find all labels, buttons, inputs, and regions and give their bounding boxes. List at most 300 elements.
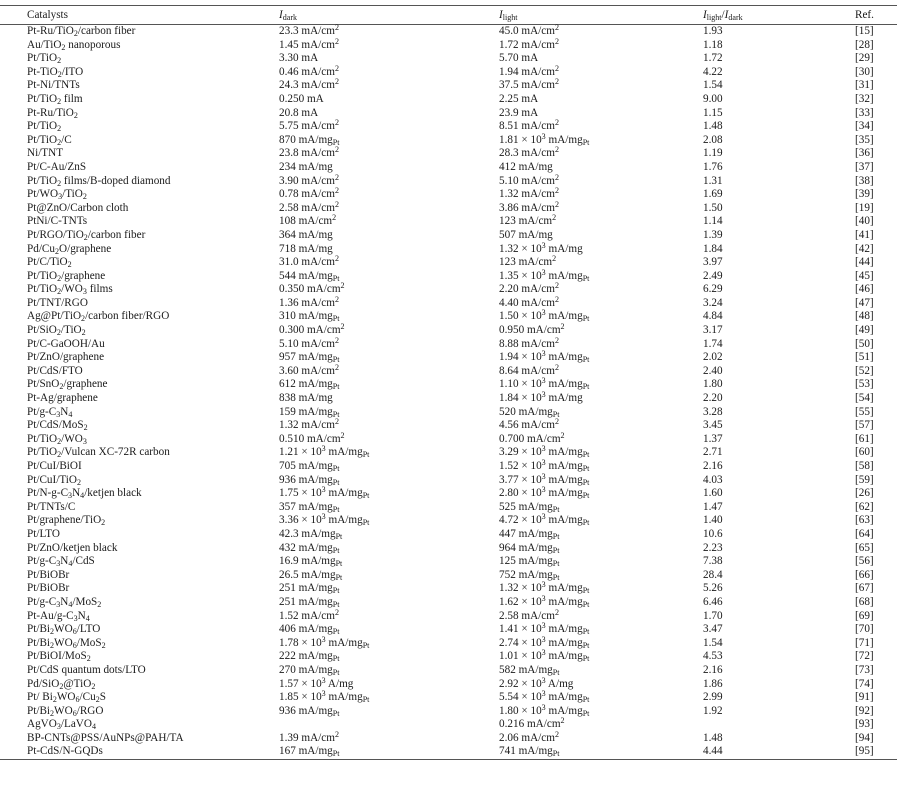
table-row bbox=[0, 120, 897, 134]
cell-ilight: $1.35 \times 10^3$ $mA/mg_{Pt}$ bbox=[499, 267, 590, 283]
cell-idark: 406 $mA/mg_{Pt}$ bbox=[279, 623, 340, 637]
cell-idark: 432 $mA/mg_{Pt}$ bbox=[279, 541, 340, 555]
cell-catalyst: Ni/TNT bbox=[27, 147, 64, 160]
cell-idark: 159 $mA/mg_{Pt}$ bbox=[279, 405, 340, 419]
cell-catalyst: $Pt/N-g-C_3N_4$/ketjen black bbox=[27, 487, 142, 501]
cell-ilight: $2.74 \times 10^3$ $mA/mg_{Pt}$ bbox=[499, 634, 590, 650]
cell-idark: 0.78 $mA/cm^2$ bbox=[279, 186, 339, 201]
cell-ilight: $5.54 \times 10^3$ $mA/mg_{Pt}$ bbox=[499, 689, 590, 705]
cell-ratio: 1.74 bbox=[703, 337, 723, 350]
cell-ratio: 1.84 bbox=[703, 242, 723, 255]
table-row bbox=[0, 147, 897, 161]
cell-idark: 936 $mA/mg_{Pt}$ bbox=[279, 704, 340, 718]
cell-catalyst: Pt/CuI/TiO$_2$ bbox=[27, 473, 81, 487]
cell-ilight: 4.40 $mA/cm^2$ bbox=[499, 294, 559, 309]
table-row bbox=[0, 243, 897, 257]
cell-ratio: 5.26 bbox=[703, 582, 723, 595]
cell-ref: [26] bbox=[855, 487, 874, 500]
cell-catalyst: Pt-CdS/N-GQDs bbox=[0, 745, 279, 759]
cell-catalyst: Pt/ZnO/ketjen black bbox=[27, 541, 118, 554]
cell-ratio: 3.17 bbox=[703, 324, 723, 337]
table-row bbox=[0, 229, 897, 243]
table-row bbox=[0, 610, 897, 624]
cell-ref: [67] bbox=[855, 582, 874, 595]
cell-idark: 870 $mA/mg_{Pt}$ bbox=[279, 133, 340, 147]
cell-idark: 1.32 $mA/cm^2$ bbox=[279, 417, 339, 432]
table-row bbox=[0, 678, 897, 692]
cell-ratio: 1.54 bbox=[703, 79, 723, 92]
cell-ilight: $1.32 \times 10^3$ mA/mg bbox=[499, 240, 583, 255]
cell-ref: [49] bbox=[855, 324, 874, 337]
cell-catalyst: Pt/C/TiO$_2$ bbox=[27, 256, 72, 270]
table-row bbox=[0, 270, 897, 284]
cell-idark: 26.5 $mA/mg_{Pt}$ bbox=[279, 568, 343, 582]
cell-idark: 251 $mA/mg_{Pt}$ bbox=[279, 582, 340, 596]
cell-catalyst: Pt/TiO$_2$ film bbox=[27, 92, 83, 106]
table-row bbox=[0, 283, 897, 297]
table-row bbox=[0, 637, 897, 651]
cell-ilight: 8.88 $mA/cm^2$ bbox=[499, 335, 559, 350]
cell-catalyst: $Pt/Bi_2WO_6/MoS_2$ bbox=[27, 636, 106, 650]
cell-ilight: 37.5 $mA/cm^2$ bbox=[499, 77, 559, 92]
cell-idark: 0.350 $mA/cm^2$ bbox=[279, 281, 345, 296]
table-row bbox=[0, 718, 897, 732]
table-row bbox=[0, 392, 897, 406]
cell-catalyst: $Pt/TiO_2/WO_3$ bbox=[27, 432, 87, 446]
table-row bbox=[0, 310, 897, 324]
cell-idark: $1.78 \times 10^3$ $mA/mg_{Pt}$ bbox=[279, 634, 370, 650]
cell-ilight: $1.80 \times 10^3$ $mA/mg_{Pt}$ bbox=[499, 702, 590, 718]
cell-ref: [19] bbox=[855, 201, 874, 214]
cell-ilight: $1.52 \times 10^3$ $mA/mg_{Pt}$ bbox=[499, 458, 590, 473]
cell-ref: [36] bbox=[855, 147, 874, 160]
cell-ref: [74] bbox=[855, 677, 874, 690]
cell-idark: 364 mA/mg bbox=[279, 228, 333, 241]
table-row bbox=[0, 650, 897, 664]
cell-idark: 16.9 $mA/mg_{Pt}$ bbox=[279, 555, 343, 569]
cell-catalyst: $Pt-Au/g-C_3N_4$ bbox=[27, 609, 90, 623]
cell-idark: 1.45 $mA/cm^2$ bbox=[279, 36, 339, 51]
cell-ref: [73] bbox=[855, 663, 874, 676]
cell-ref: [65] bbox=[855, 541, 874, 554]
cell-ilight: 3.86 $mA/cm^2$ bbox=[499, 199, 559, 214]
cell-catalyst: $Pt/g-C_3N_4$ bbox=[27, 405, 73, 419]
cell-ilight: 741 $mA/mg_{Pt}$ bbox=[499, 745, 703, 759]
cell-ilight: $3.77 \times 10^3$ $mA/mg_{Pt}$ bbox=[499, 471, 590, 487]
header-row bbox=[0, 6, 897, 25]
cell-ref: [50] bbox=[855, 337, 874, 350]
cell-ref: [62] bbox=[855, 500, 874, 513]
cell-ratio: 2.49 bbox=[703, 269, 723, 282]
cell-catalyst: Pt-Ru/TiO$_2$ bbox=[27, 106, 78, 120]
cell-ref: [44] bbox=[855, 256, 874, 269]
cell-ilight: 8.51 $mA/cm^2$ bbox=[499, 118, 559, 133]
cell-catalyst: Pt/TiO$_2$ films/B-doped diamond bbox=[27, 174, 171, 188]
cell-ilight: $1.62 \times 10^3$ $mA/mg_{Pt}$ bbox=[499, 593, 590, 609]
cell-ratio: 3.47 bbox=[703, 623, 723, 636]
cell-catalyst: Pt/CuI/BiOI bbox=[27, 460, 82, 472]
cell-ilight: $1.41 \times 10^3$ $mA/mg_{Pt}$ bbox=[499, 621, 590, 637]
cell-ilight: 752 $mA/mg_{Pt}$ bbox=[499, 568, 560, 582]
cell-ref: [63] bbox=[855, 514, 874, 527]
cell-catalyst: Pt-Ag/graphene bbox=[27, 392, 98, 405]
table-row bbox=[0, 446, 897, 460]
cell-catalyst: $Pt/Bi_2WO_6$/RGO bbox=[27, 704, 104, 718]
cell-idark: 24.3 $mA/cm^2$ bbox=[279, 77, 339, 92]
cell-idark: $1.85 \times 10^3$ $mA/mg_{Pt}$ bbox=[279, 689, 370, 705]
cell-catalyst: Pt/ZnO/graphene bbox=[27, 351, 105, 364]
cell-ilight: $4.72 \times 10^3$ $mA/mg_{Pt}$ bbox=[499, 512, 590, 528]
table-row bbox=[0, 460, 897, 474]
cell-ilight: $1.10 \times 10^3$ $mA/mg_{Pt}$ bbox=[499, 376, 590, 392]
cell-idark: 612 $mA/mg_{Pt}$ bbox=[279, 378, 340, 392]
cell-idark: 957 $mA/mg_{Pt}$ bbox=[279, 351, 340, 365]
table-row bbox=[0, 691, 897, 705]
table-row bbox=[0, 596, 897, 610]
cell-ilight: 2.25 mA bbox=[499, 92, 539, 105]
cell-ref: [51] bbox=[855, 351, 874, 364]
cell-catalyst: Pt/C-GaOOH/Au bbox=[27, 337, 105, 350]
cell-ratio: 1.19 bbox=[703, 147, 723, 160]
table-row bbox=[0, 215, 897, 229]
table-row bbox=[0, 555, 897, 569]
cell-ref: [42] bbox=[855, 242, 874, 255]
cell-ilight: 520 $mA/mg_{Pt}$ bbox=[499, 405, 560, 419]
cell-ilight: 2.58 $mA/cm^2$ bbox=[499, 607, 559, 622]
cell-idark: 42.3 $mA/mg_{Pt}$ bbox=[279, 527, 343, 541]
cell-ref: [30] bbox=[855, 65, 874, 78]
table-row bbox=[0, 732, 897, 746]
cell-idark: 3.30 mA bbox=[279, 52, 319, 65]
cell-ratio: 2.16 bbox=[703, 663, 723, 676]
cell-ratio: 1.48 bbox=[703, 120, 723, 133]
table-row bbox=[0, 297, 897, 311]
cell-catalyst: Pt/TiO$_2$/Vulcan XC-72R carbon bbox=[27, 446, 170, 460]
cell-idark: 20.8 mA bbox=[279, 106, 319, 119]
cell-ref: [32] bbox=[855, 92, 874, 105]
cell-idark: 23.8 $mA/cm^2$ bbox=[279, 145, 339, 160]
cell-ilight: 125 $mA/mg_{Pt}$ bbox=[499, 555, 560, 569]
cell-ilight: 1.72 $mA/cm^2$ bbox=[499, 36, 559, 51]
cell-ref: [38] bbox=[855, 174, 874, 187]
cell-ratio: 1.92 bbox=[703, 704, 723, 717]
cell-ratio: 2.40 bbox=[703, 364, 723, 377]
cell-idark: 5.75 $mA/cm^2$ bbox=[279, 118, 339, 133]
cell-idark: 222 $mA/mg_{Pt}$ bbox=[279, 650, 340, 664]
cell-catalyst: $Pt/g-C_3N_4$/CdS bbox=[27, 555, 95, 569]
header-ilight: $I_{light}$ bbox=[499, 6, 703, 25]
cell-idark: $1.75 \times 10^3$ $mA/mg_{Pt}$ bbox=[279, 485, 370, 501]
cell-catalyst: Au/TiO$_2$ nanoporous bbox=[27, 38, 121, 52]
cell-catalyst: Pt/BiOBr bbox=[27, 568, 70, 581]
table-row bbox=[0, 378, 897, 392]
table-row bbox=[0, 25, 897, 39]
cell-catalyst: BP-CNTs@PSS/AuNPs@PAH/TA bbox=[27, 731, 184, 744]
cell-idark: 357 $mA/mg_{Pt}$ bbox=[279, 500, 340, 514]
cell-ratio: 1.50 bbox=[703, 201, 723, 214]
table-row bbox=[0, 256, 897, 270]
table-row bbox=[0, 406, 897, 420]
cell-idark: $3.36 \times 10^3$ $mA/mg_{Pt}$ bbox=[279, 512, 370, 528]
cell-ratio: 1.31 bbox=[703, 174, 723, 187]
table-row bbox=[0, 52, 897, 66]
cell-idark: 251 $mA/mg_{Pt}$ bbox=[279, 595, 340, 609]
cell-idark: 718 mA/mg bbox=[279, 242, 333, 255]
table-row bbox=[0, 351, 897, 365]
cell-catalyst: Pt/ $Bi_2WO_6/Cu_2S$ bbox=[27, 691, 106, 705]
cell-ref: [29] bbox=[855, 52, 874, 65]
cell-ilight: 525 $mA/mg_{Pt}$ bbox=[499, 500, 560, 514]
cell-idark: 3.60 $mA/cm^2$ bbox=[279, 362, 339, 377]
cell-ilight: $1.50 \times 10^3$ $mA/mg_{Pt}$ bbox=[499, 308, 590, 324]
cell-ref: [58] bbox=[855, 460, 874, 472]
cell-idark: 0.510 $mA/cm^2$ bbox=[279, 430, 345, 445]
cell-ref: [54] bbox=[855, 392, 874, 405]
table-row bbox=[0, 66, 897, 80]
cell-ilight: 45.0 $mA/cm^2$ bbox=[499, 23, 559, 37]
cell-ref: [94] bbox=[855, 731, 874, 744]
cell-ref: [53] bbox=[855, 378, 874, 391]
cell-catalyst: Pt/graphene/TiO$_2$ bbox=[27, 514, 106, 528]
cell-catalyst: Pd/SiO$_2$@TiO$_2$ bbox=[27, 677, 96, 691]
cell-ratio: 1.76 bbox=[703, 160, 723, 173]
cell-idark: 2.58 $mA/cm^2$ bbox=[279, 199, 339, 214]
table-row bbox=[0, 161, 897, 175]
cell-idark bbox=[279, 718, 499, 732]
cell-ref: [15] bbox=[855, 25, 874, 37]
cell-ratio: 4.03 bbox=[703, 473, 723, 486]
cell-ratio: 1.86 bbox=[703, 677, 723, 690]
cell-ilight: 447 $mA/mg_{Pt}$ bbox=[499, 527, 560, 541]
cell-idark: 1.39 $mA/cm^2$ bbox=[279, 729, 339, 744]
table-row bbox=[0, 623, 897, 637]
table-row bbox=[0, 419, 897, 433]
header-idark: $I_{dark}$ bbox=[279, 6, 499, 25]
cell-ratio: 1.18 bbox=[703, 38, 723, 51]
table-row bbox=[0, 175, 897, 189]
cell-idark: 1.52 $mA/cm^2$ bbox=[279, 607, 339, 622]
cell-ref: [35] bbox=[855, 133, 874, 146]
cell-ratio: 1.70 bbox=[703, 609, 723, 622]
cell-catalyst: Pt/TiO$_2$ bbox=[27, 52, 62, 66]
cell-ilight: $1.84 \times 10^3$ mA/mg bbox=[499, 390, 583, 405]
cell-idark: 5.10 $mA/cm^2$ bbox=[279, 335, 339, 350]
cell-ratio: 7.38 bbox=[703, 555, 723, 568]
table-row bbox=[0, 433, 897, 447]
table-row bbox=[0, 134, 897, 148]
cell-ratio: 3.24 bbox=[703, 296, 723, 309]
cell-catalyst: Pt/TNT/RGO bbox=[27, 296, 88, 309]
cell-ref: [70] bbox=[855, 623, 874, 636]
cell-ilight: 123 $mA/cm^2$ bbox=[499, 254, 557, 269]
cell-ref: [93] bbox=[855, 718, 874, 731]
cell-ilight: 1.32 $mA/cm^2$ bbox=[499, 186, 559, 201]
cell-ratio: 2.16 bbox=[703, 460, 723, 472]
cell-ref: [72] bbox=[855, 650, 874, 663]
cell-catalyst: Pt/CdS/FTO bbox=[27, 364, 83, 377]
cell-ilight: 5.10 $mA/cm^2$ bbox=[499, 172, 559, 187]
cell-catalyst: PtNi/C-TNTs bbox=[27, 215, 88, 228]
table-row bbox=[0, 569, 897, 583]
cell-ref: [71] bbox=[855, 636, 874, 649]
cell-ratio: 3.28 bbox=[703, 405, 723, 418]
header-ref: Ref. bbox=[852, 6, 897, 25]
cell-ratio: 2.20 bbox=[703, 392, 723, 405]
cell-catalyst: Pt/CdS/MoS$_2$ bbox=[27, 419, 88, 433]
table-row bbox=[0, 202, 897, 216]
table-row bbox=[0, 39, 897, 53]
cell-ref: [52] bbox=[855, 364, 874, 377]
cell-idark: 108 $mA/cm^2$ bbox=[279, 213, 337, 228]
cell-ref: [69] bbox=[855, 609, 874, 622]
cell-ref: [40] bbox=[855, 215, 874, 228]
table-row bbox=[0, 338, 897, 352]
cell-ilight: 2.20 $mA/cm^2$ bbox=[499, 281, 559, 296]
cell-catalyst: Pt/TiO$_2$ bbox=[27, 120, 62, 134]
header-ratio: $I_{light}/I_{dark}$ bbox=[703, 6, 852, 25]
cell-ref: [28] bbox=[855, 38, 874, 51]
cell-ilight: 2.06 $mA/cm^2$ bbox=[499, 729, 559, 744]
cell-catalyst: $Pt/WO_3/TiO_2$ bbox=[27, 188, 87, 202]
table-row bbox=[0, 93, 897, 107]
cell-ilight: 5.70 mA bbox=[499, 52, 539, 65]
cell-ratio: 1.93 bbox=[703, 25, 723, 37]
cell-ilight: 964 $mA/mg_{Pt}$ bbox=[499, 541, 560, 555]
cell-ref: [92] bbox=[855, 704, 874, 717]
cell-ilight: 0.216 $mA/cm^2$ bbox=[499, 716, 565, 731]
cell-catalyst: $Pd/Cu_2O$/graphene bbox=[27, 242, 112, 256]
cell-ratio: 1.15 bbox=[703, 106, 723, 119]
cell-ref: [57] bbox=[855, 419, 874, 432]
cell-catalyst: $Pt/Bi_2WO_6$/LTO bbox=[27, 623, 101, 637]
cell-ilight: $2.80 \times 10^3$ $mA/mg_{Pt}$ bbox=[499, 485, 590, 501]
table-row bbox=[0, 324, 897, 338]
cell-ref: [95] bbox=[852, 745, 897, 759]
cell-ilight: 4.56 $mA/cm^2$ bbox=[499, 417, 559, 432]
cell-ilight: $3.29 \times 10^3$ $mA/mg_{Pt}$ bbox=[499, 444, 590, 460]
cell-ratio: 2.08 bbox=[703, 133, 723, 146]
cell-ratio: 2.99 bbox=[703, 691, 723, 704]
cell-ref: [33] bbox=[855, 106, 874, 119]
cell-ratio: 4.53 bbox=[703, 650, 723, 663]
cell-ratio: 1.80 bbox=[703, 378, 723, 391]
table-row bbox=[0, 582, 897, 596]
cell-ref: [68] bbox=[855, 595, 874, 608]
cell-ref: [46] bbox=[855, 283, 874, 296]
cell-ilight: 1.94 $mA/cm^2$ bbox=[499, 63, 559, 78]
cell-ilight: 412 mA/mg bbox=[499, 160, 553, 173]
cell-ref: [48] bbox=[855, 310, 874, 323]
table-row bbox=[0, 542, 897, 556]
cell-ratio: 1.47 bbox=[703, 500, 723, 513]
cell-idark: 310 $mA/mg_{Pt}$ bbox=[279, 310, 340, 324]
cell-ratio: 2.23 bbox=[703, 541, 723, 554]
cell-ref: [31] bbox=[855, 79, 874, 92]
cell-idark: 167 $mA/mg_{Pt}$ bbox=[279, 745, 499, 759]
table-row bbox=[0, 487, 897, 501]
cell-ratio: 2.02 bbox=[703, 351, 723, 364]
cell-ratio bbox=[703, 718, 852, 732]
cell-ilight: 28.3 $mA/cm^2$ bbox=[499, 145, 559, 160]
table-row bbox=[0, 365, 897, 379]
cell-ref: [55] bbox=[855, 405, 874, 418]
cell-ratio: 4.22 bbox=[703, 65, 723, 78]
cell-catalyst: $Pt/g-C_3N_4/MoS_2$ bbox=[27, 595, 102, 609]
cell-ratio: 9.00 bbox=[703, 92, 723, 105]
cell-catalyst: Pt/TiO$_2$/graphene bbox=[27, 269, 106, 283]
table-row bbox=[0, 528, 897, 542]
cell-idark: 544 $mA/mg_{Pt}$ bbox=[279, 269, 340, 283]
cell-ilight: 123 $mA/cm^2$ bbox=[499, 213, 557, 228]
cell-ref: [41] bbox=[855, 228, 874, 241]
cell-idark: 705 $mA/mg_{Pt}$ bbox=[279, 460, 340, 473]
cell-ref: [60] bbox=[855, 446, 874, 459]
cell-catalyst: $Pt/TiO_2/WO_3$ films bbox=[27, 283, 113, 297]
table-row bbox=[0, 514, 897, 528]
cell-ilight: 0.700 $mA/cm^2$ bbox=[499, 430, 565, 445]
cell-idark: 0.46 $mA/cm^2$ bbox=[279, 63, 339, 78]
cell-ratio: 28.4 bbox=[703, 568, 723, 581]
cell-ref: [66] bbox=[855, 568, 874, 581]
cell-idark: 31.0 $mA/cm^2$ bbox=[279, 254, 339, 269]
cell-ref: [59] bbox=[855, 473, 874, 486]
cell-catalyst: Pt-Ni/TNTs bbox=[27, 79, 80, 92]
cell-ratio: 1.40 bbox=[703, 514, 723, 527]
cell-ratio: 1.60 bbox=[703, 487, 723, 500]
cell-idark: 234 mA/mg bbox=[279, 160, 333, 173]
table-row bbox=[0, 664, 897, 678]
cell-ilight: 582 $mA/mg_{Pt}$ bbox=[499, 663, 560, 677]
cell-ratio: 1.69 bbox=[703, 188, 723, 201]
cell-ilight: 23.9 mA bbox=[499, 106, 539, 119]
cell-ref: [61] bbox=[855, 432, 874, 445]
cell-catalyst: Pt/SnO$_2$/graphene bbox=[27, 378, 108, 392]
cell-catalyst: Pt/BiOI/MoS$_2$ bbox=[27, 650, 91, 664]
cell-idark: 270 $mA/mg_{Pt}$ bbox=[279, 663, 340, 677]
table-row bbox=[0, 745, 897, 759]
cell-ilight: $1.32 \times 10^3$ $mA/mg_{Pt}$ bbox=[499, 580, 590, 596]
cell-catalyst: Pt-TiO$_2$/ITO bbox=[27, 65, 84, 79]
cell-ilight: $1.01 \times 10^3$ $mA/mg_{Pt}$ bbox=[499, 648, 590, 664]
cell-ref: [56] bbox=[855, 555, 874, 568]
header-catalysts: Catalysts bbox=[0, 6, 279, 25]
cell-ilight: $1.81 \times 10^3$ $mA/mg_{Pt}$ bbox=[499, 131, 590, 147]
cell-idark: 1.36 $mA/cm^2$ bbox=[279, 294, 339, 309]
table-header bbox=[0, 6, 897, 25]
cell-ilight: 8.64 $mA/cm^2$ bbox=[499, 362, 559, 377]
cell-idark: 3.90 $mA/cm^2$ bbox=[279, 172, 339, 187]
cell-catalyst: Pt/C-Au/ZnS bbox=[27, 160, 87, 173]
cell-catalyst: Ag@Pt/TiO$_2$/carbon fiber/RGO bbox=[27, 310, 170, 324]
cell-ratio: 1.72 bbox=[703, 52, 723, 65]
cell-idark: $1.21 \times 10^3$ $mA/mg_{Pt}$ bbox=[279, 444, 370, 460]
cell-idark: 0.300 $mA/cm^2$ bbox=[279, 322, 345, 337]
cell-idark: 23.3 $mA/cm^2$ bbox=[279, 23, 339, 37]
cell-catalyst: Pt/LTO bbox=[27, 527, 60, 540]
cell-catalyst: Pt/TNTs/C bbox=[27, 500, 76, 513]
cell-ratio: 1.14 bbox=[703, 215, 723, 228]
cell-catalyst: AgVO$_3$/LaVO$_4$ bbox=[27, 718, 96, 732]
cell-ratio: 6.29 bbox=[703, 283, 723, 296]
cell-ratio: 10.6 bbox=[703, 527, 723, 540]
table-row bbox=[0, 107, 897, 121]
cell-ratio: 3.97 bbox=[703, 256, 723, 269]
cell-ilight: 507 mA/mg bbox=[499, 228, 553, 241]
cell-catalyst: Pt/SiO$_2$/TiO$_2$ bbox=[27, 324, 86, 338]
cell-ratio: 3.45 bbox=[703, 419, 723, 432]
cell-ref: [64] bbox=[855, 527, 874, 540]
cell-ratio: 1.39 bbox=[703, 228, 723, 241]
